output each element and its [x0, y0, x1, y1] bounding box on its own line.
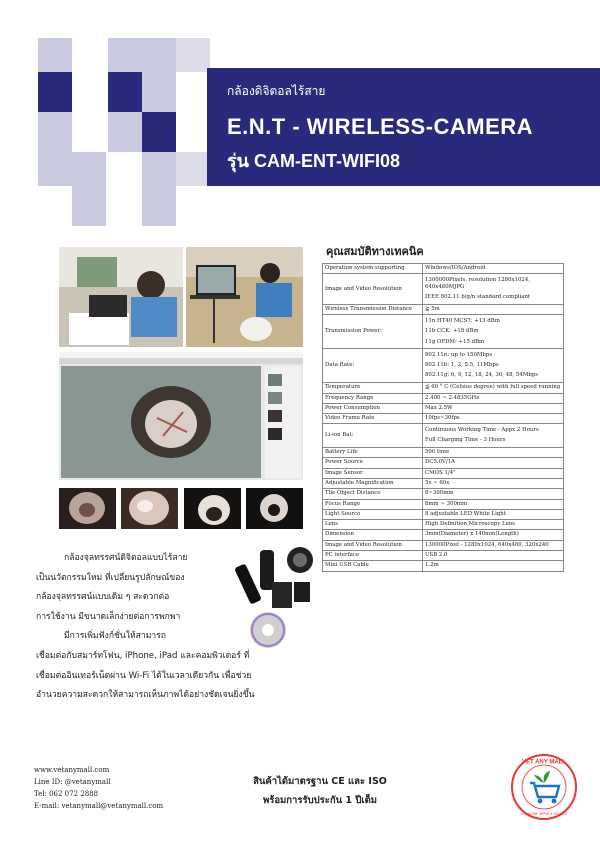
spec-key: Lens — [323, 520, 423, 530]
spec-row — [323, 520, 564, 530]
spec-value — [423, 551, 564, 561]
spec-value-line: 802.11n: up to 150Mbps — [425, 351, 493, 358]
spec-key: Power Source — [323, 458, 423, 468]
spec-value — [423, 349, 564, 383]
spec-value-line: Windows/IOS/Android — [425, 265, 486, 271]
spec-table — [322, 263, 564, 572]
spec-value-line: 1.2m — [425, 562, 439, 569]
footer-line-standard: สินค้าได้มาตรฐาน CE และ ISO — [253, 776, 387, 787]
spec-row — [323, 393, 564, 403]
spec-value — [423, 530, 564, 540]
spec-row — [323, 540, 564, 550]
spec-key: Video Frame Rate — [323, 414, 423, 424]
spec-key: Battery Life — [323, 448, 423, 458]
spec-row — [323, 478, 564, 488]
deco-square — [142, 186, 176, 226]
spec-value-line: 500 time — [425, 449, 450, 456]
spec-value — [423, 478, 564, 488]
deco-square — [38, 112, 72, 152]
deco-square — [176, 152, 207, 186]
spec-row — [323, 414, 564, 424]
deco-square — [38, 38, 72, 72]
spec-key: Light Source — [323, 509, 423, 519]
spec-value-line: 8~300mm — [425, 490, 454, 497]
line-id: Line ID: @vetanymall — [34, 778, 111, 786]
spec-key: Focus Range — [323, 499, 423, 509]
spec-value — [423, 499, 564, 509]
spec-key: Image and Video Resolution — [323, 540, 423, 550]
spec-value — [423, 424, 564, 448]
deco-square — [142, 72, 176, 112]
spec-value-line: 5x ~ 60x — [425, 479, 450, 486]
description-line: การใช้งาน มีขนาดเล็กง่ายต่อการพกพา — [36, 611, 181, 622]
spec-value — [423, 274, 564, 305]
photo-thumb-4 — [246, 488, 303, 529]
spec-value-line: IEEE 802.11 b/g/n standard compliant — [425, 294, 531, 301]
spec-key: Frequency Range — [323, 393, 423, 403]
photo-thumb-1 — [59, 488, 116, 529]
footer-guarantee — [240, 772, 400, 810]
deco-square — [142, 112, 176, 152]
spec-key: The Object Distance — [323, 489, 423, 499]
description-line: เชื่อมต่ออินเทอร์เน็ตผ่าน Wi-Fi ได้ในเวลาเดียวกัน เพื่อช่วย — [36, 670, 252, 681]
spec-row — [323, 315, 564, 349]
spec-value — [423, 305, 564, 315]
spec-row — [323, 274, 564, 305]
spec-value — [423, 540, 564, 550]
spec-value-line: 1300000Pixels, resolution 1280x1024, 640x480MJPG — [425, 276, 530, 291]
spec-value-line: Max 2.5W — [425, 404, 453, 411]
spec-value-line: 11n HT40 MCS7: +13 dBm — [425, 317, 500, 324]
deco-square — [108, 38, 142, 72]
spec-row — [323, 509, 564, 519]
spec-row — [323, 305, 564, 315]
spec-key: Adjustable Magnification — [323, 478, 423, 488]
spec-row — [323, 403, 564, 413]
spec-value — [423, 489, 564, 499]
spec-row — [323, 458, 564, 468]
spec-value-line: 10fps~30fps — [425, 415, 460, 422]
spec-value — [423, 520, 564, 530]
deco-square — [38, 152, 72, 186]
photo-thumb-2 — [121, 488, 178, 529]
logo-top-text: VET ANY MALL — [521, 759, 567, 766]
deco-square — [108, 72, 142, 112]
spec-value-line: 8mm ~ 300mm — [425, 500, 468, 507]
deco-square — [72, 186, 106, 226]
spec-value-line: 802.11b: 1, 2, 5.5, 11Mbps — [425, 362, 499, 369]
spec-value-line: DC5.0V/1A — [425, 459, 456, 466]
spec-row — [323, 489, 564, 499]
spec-value — [423, 458, 564, 468]
spec-value-line: 11g OFDM: +15 dBm — [425, 338, 485, 345]
spec-value-line: 3mm(Diameter) x 140mm(Length) — [425, 531, 519, 538]
spec-value — [423, 448, 564, 458]
spec-key: Data Rate: — [323, 349, 423, 383]
spec-key: Operation system supporting — [323, 264, 423, 274]
description-line: อำนวยความสะดวกให้สามารถเห็นภาพได้อย่างชัดเจนยิ่งขึ้น — [36, 690, 255, 701]
spec-row — [323, 424, 564, 448]
deco-square — [142, 38, 176, 72]
spec-value-line: Full Charging Time - 3 Hours — [425, 437, 506, 444]
spec-key: Image and Video Resolution — [323, 274, 423, 305]
website-link[interactable]: www.vetanymall.com — [34, 766, 110, 774]
footer-line-warranty: พร้อมการรับประกัน 1 ปีเต็ม — [262, 795, 378, 806]
spec-value — [423, 315, 564, 349]
spec-key: PC interface — [323, 551, 423, 561]
spec-value-line: ≧ 5m — [425, 306, 440, 313]
spec-row — [323, 383, 564, 393]
header-model: รุ่น CAM-ENT-WIFI08 — [227, 151, 400, 171]
deco-square — [108, 112, 142, 152]
spec-heading: คุณสมบัติทางเทคนิค — [326, 245, 424, 258]
spec-value-line: ≦ 60 ° C (Celsius degree) with full speed running — [425, 384, 561, 391]
spec-value — [423, 264, 564, 274]
description-line: เป็นนวัตกรรมใหม่ ที่เปลี่ยนรูปลักษณ์ของ — [36, 572, 185, 583]
spec-value-line: CMOS 1/4" — [425, 469, 456, 476]
spec-value-line: 802.11g: 6, 9, 12, 18, 24, 36, 48, 54Mbps — [425, 372, 539, 379]
spec-key: Transmission Power: — [323, 315, 423, 349]
description-line: เชื่อมต่อกับสมาร์ทโฟน, iPhone, iPad และคอมพิวเตอร์ ที่ — [36, 650, 250, 661]
spec-key: Wireless Transmission Distance — [323, 305, 423, 315]
photo-doctor-laptop — [59, 247, 183, 347]
spec-value-line: USB 2.0 — [425, 552, 448, 559]
spec-key: Temperature — [323, 383, 423, 393]
vetanymall-logo — [510, 753, 578, 821]
spec-row — [323, 468, 564, 478]
description-line: กล้องจุลทรรศน์ดิจิตอลแบบไร้สาย — [64, 553, 188, 563]
spec-value — [423, 468, 564, 478]
spec-value-line: 11b CCK: +18 dBm — [425, 328, 479, 335]
spec-row — [323, 264, 564, 274]
spec-key: Image Sensor — [323, 468, 423, 478]
spec-value — [423, 414, 564, 424]
spec-value — [423, 403, 564, 413]
spec-value-line: 2.400 ~ 2.4835GHz — [425, 394, 480, 401]
spec-value — [423, 383, 564, 393]
spec-value — [423, 393, 564, 403]
spec-row — [323, 349, 564, 383]
photo-dog-exam — [186, 247, 303, 347]
spec-row — [323, 448, 564, 458]
spec-value-line: High Definition Microscopy Lens — [425, 521, 516, 528]
logo-bottom-text: A GENUINE SERVICE SOURCE — [520, 812, 568, 816]
contact-info — [34, 764, 163, 812]
spec-key: Dimension — [323, 530, 423, 540]
deco-square — [38, 72, 72, 112]
telephone: Tel: 062 072 2888 — [34, 790, 99, 798]
spec-value-line: Continuous Working Time - Appx.2 Hours — [425, 426, 539, 433]
email-link[interactable]: E-mail: vetanymall@vetanymall.com — [34, 802, 164, 810]
deco-square — [142, 152, 176, 186]
spec-value-line: 130000Pixel - 1280x1024, 640x480, 320x240 — [425, 541, 549, 548]
deco-square — [176, 38, 210, 72]
spec-row — [323, 551, 564, 561]
spec-row — [323, 530, 564, 540]
photo-software-screenshot — [59, 352, 303, 480]
spec-value-line: 8 adjustable LED White Light — [425, 510, 506, 517]
spec-value — [423, 561, 564, 571]
deco-square — [72, 152, 106, 186]
spec-key: Li-ion Bat: — [323, 424, 423, 448]
spec-key: Power Consumption — [323, 403, 423, 413]
spec-key: Mini USB Cable — [323, 561, 423, 571]
header-title: E.N.T - WIRELESS-CAMERA — [227, 114, 534, 139]
photo-thumb-3 — [184, 488, 241, 529]
description-line: กล้องจุลทรรศน์แบบเดิม ๆ สะดวกต่อ — [36, 592, 170, 603]
product-description — [36, 549, 306, 706]
spec-value — [423, 509, 564, 519]
header-subtitle: กล้องดิจิตอลไร้สาย — [227, 84, 326, 98]
spec-row — [323, 561, 564, 571]
description-line: มีการเพิ่มฟังก์ชั่นให้สามารถ — [64, 631, 167, 642]
spec-row — [323, 499, 564, 509]
